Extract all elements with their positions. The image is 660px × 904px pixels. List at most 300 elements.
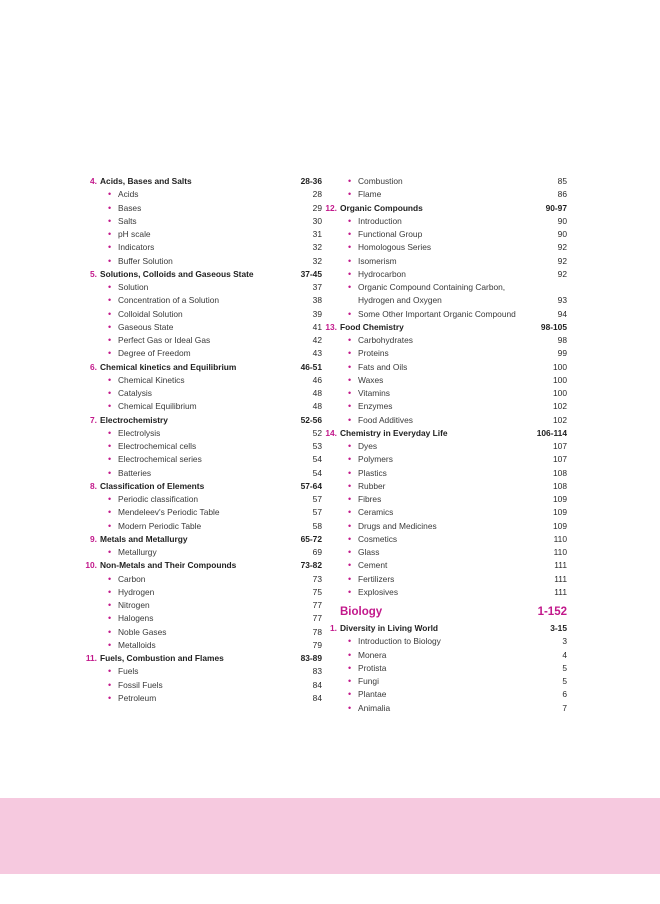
bullet-icon: • xyxy=(348,649,352,660)
toc-topic xyxy=(340,215,567,228)
toc-topic xyxy=(100,387,322,400)
topic-page: 37 xyxy=(312,282,322,292)
toc-topic xyxy=(100,520,322,533)
toc-topic xyxy=(340,414,567,427)
topic-title: Protista xyxy=(358,662,387,673)
bullet-icon: • xyxy=(348,547,352,557)
topic-title: Mendeleev's Periodic Table xyxy=(118,507,220,518)
bullet-icon: • xyxy=(348,176,352,186)
chapter-pages: 52-56 xyxy=(300,414,322,425)
topic-title: Colloidal Solution xyxy=(118,308,183,319)
topic-title: Polymers xyxy=(358,454,393,465)
toc-topic-continuation xyxy=(340,294,567,307)
topic-page: 84 xyxy=(312,679,322,690)
topic-page: 78 xyxy=(312,626,322,637)
topic-page: 111 xyxy=(554,573,567,584)
toc-topic xyxy=(100,586,322,599)
toc-topic xyxy=(100,546,322,559)
topic-page: 100 xyxy=(553,374,567,385)
toc-topic xyxy=(340,467,567,480)
toc-topic xyxy=(100,639,322,652)
bullet-icon: • xyxy=(348,308,352,319)
topic-page: 98 xyxy=(557,335,567,345)
bullet-icon: • xyxy=(108,454,112,465)
topic-title: Animalia xyxy=(358,702,391,713)
topic-title: Bases xyxy=(118,202,142,213)
bullet-icon: • xyxy=(348,662,352,673)
topic-page: 79 xyxy=(312,639,322,650)
bullet-icon: • xyxy=(348,480,352,491)
toc-topic xyxy=(100,308,322,321)
topic-title: Ceramics xyxy=(358,507,394,518)
chapter-number: 13. xyxy=(325,321,337,332)
topic-title: Plantae xyxy=(358,689,387,700)
topic-page: 39 xyxy=(312,308,322,319)
bullet-icon: • xyxy=(108,573,112,584)
toc-topic xyxy=(340,228,567,241)
topic-page: 43 xyxy=(312,348,322,359)
topic-title: Vitamins xyxy=(358,388,390,398)
chapter-pages: 28-36 xyxy=(300,176,322,186)
topic-page: 31 xyxy=(312,229,322,239)
toc-section-heading xyxy=(340,603,567,622)
chapter-pages: 57-64 xyxy=(300,480,322,491)
bullet-icon: • xyxy=(348,268,352,279)
toc-topic xyxy=(100,374,322,387)
topic-page: 90 xyxy=(557,229,567,239)
topic-page: 48 xyxy=(312,401,322,412)
bullet-icon: • xyxy=(348,374,352,385)
topic-title: Fossil Fuels xyxy=(118,679,163,690)
toc-topic xyxy=(340,533,567,546)
topic-title: Hydrogen xyxy=(118,586,155,597)
chapter-title: Acids, Bases and Salts xyxy=(100,176,192,186)
chapter-pages: 65-72 xyxy=(300,533,322,544)
topic-title: Batteries xyxy=(118,467,152,478)
toc-chapter xyxy=(90,414,322,427)
bullet-icon: • xyxy=(108,388,112,398)
toc-chapter xyxy=(90,268,322,281)
toc-chapter xyxy=(325,427,567,440)
bullet-icon: • xyxy=(108,613,112,624)
topic-page: 41 xyxy=(312,321,322,332)
bullet-icon: • xyxy=(108,586,112,597)
topic-page: 5 xyxy=(562,676,567,686)
toc-chapter xyxy=(85,559,322,572)
topic-title: Explosives xyxy=(358,586,399,597)
topic-page: 100 xyxy=(553,361,567,372)
toc-chapter xyxy=(330,622,567,635)
bullet-icon: • xyxy=(108,547,112,557)
topic-page: 32 xyxy=(312,255,322,266)
topic-page: 109 xyxy=(553,520,567,531)
topic-title: Cosmetics xyxy=(358,533,398,544)
bullet-icon: • xyxy=(348,467,352,478)
chapter-pages: 3-15 xyxy=(550,623,567,633)
topic-page: 57 xyxy=(312,507,322,518)
bullet-icon: • xyxy=(348,689,352,700)
bullet-icon: • xyxy=(108,242,112,253)
toc-chapter xyxy=(90,533,322,546)
topic-page: 109 xyxy=(553,507,567,518)
toc-topic xyxy=(340,586,567,599)
bullet-icon: • xyxy=(348,507,352,518)
topic-page: 69 xyxy=(312,547,322,557)
bullet-icon: • xyxy=(108,308,112,319)
chapter-number: 14. xyxy=(325,427,337,438)
topic-title: Buffer Solution xyxy=(118,255,173,266)
topic-title: Dyes xyxy=(358,441,378,451)
toc-topic xyxy=(100,626,322,639)
toc-topic xyxy=(340,308,567,321)
toc-topic xyxy=(100,281,322,294)
bullet-icon: • xyxy=(348,586,352,597)
topic-page: 92 xyxy=(557,268,567,279)
bullet-icon: • xyxy=(108,202,112,213)
topic-page: 32 xyxy=(312,242,322,253)
toc-topic xyxy=(100,215,322,228)
topic-page: 29 xyxy=(312,202,322,213)
topic-title: Rubber xyxy=(358,480,386,491)
toc-topic xyxy=(340,188,567,201)
topic-title: Salts xyxy=(118,215,137,226)
topic-title: Noble Gases xyxy=(118,626,167,637)
toc-topic xyxy=(340,649,567,662)
topic-page: 110 xyxy=(553,547,567,557)
toc-topic xyxy=(340,688,567,701)
topic-title: Food Additives xyxy=(358,414,413,425)
topic-title: Halogens xyxy=(118,613,154,624)
section-pages: 1-152 xyxy=(537,606,567,618)
topic-page: 108 xyxy=(553,467,567,478)
topic-title: Combustion xyxy=(358,176,403,186)
chapter-number: 11. xyxy=(85,653,97,663)
chapter-title: Diversity in Living World xyxy=(340,623,439,633)
chapter-pages: 106-114 xyxy=(536,427,567,438)
toc-topic xyxy=(100,440,322,453)
toc-topic xyxy=(340,361,567,374)
topic-title: Metallurgy xyxy=(118,547,157,557)
topic-page: 107 xyxy=(553,454,567,465)
toc-topic xyxy=(340,241,567,254)
chapter-title: Chemical kinetics and Equilibrium xyxy=(100,361,237,372)
bullet-icon: • xyxy=(348,636,352,647)
topic-page: 90 xyxy=(557,215,567,226)
topic-title: pH scale xyxy=(118,229,151,239)
topic-page: 3 xyxy=(562,636,567,647)
bullet-icon: • xyxy=(108,666,112,677)
topic-title: Organic Compound Containing Carbon, xyxy=(358,282,506,292)
toc-topic xyxy=(100,679,322,692)
chapter-number: 4. xyxy=(90,176,97,186)
bullet-icon: • xyxy=(108,692,112,703)
topic-page: 84 xyxy=(312,692,322,703)
toc-topic xyxy=(340,255,567,268)
bullet-icon: • xyxy=(108,321,112,332)
topic-page: 58 xyxy=(312,520,322,531)
bullet-icon: • xyxy=(348,229,352,239)
bullet-icon: • xyxy=(108,679,112,690)
toc-topic xyxy=(100,506,322,519)
toc-chapter xyxy=(325,202,567,215)
toc-topic xyxy=(100,400,322,413)
topic-page: 5 xyxy=(562,662,567,673)
topic-title: Degree of Freedom xyxy=(118,348,191,359)
toc-chapter xyxy=(85,652,322,665)
topic-page: 52 xyxy=(312,427,322,438)
topic-page: 46 xyxy=(312,374,322,385)
topic-page: 53 xyxy=(312,441,322,451)
topic-title: Concentration of a Solution xyxy=(118,295,220,306)
toc-topic xyxy=(100,347,322,360)
topic-title: Periodic classification xyxy=(118,494,199,504)
topic-title: Some Other Important Organic Compound xyxy=(358,308,516,319)
bullet-icon: • xyxy=(108,282,112,292)
chapter-number: 9. xyxy=(90,533,97,544)
topic-title: Catalysis xyxy=(118,388,152,398)
bullet-icon: • xyxy=(348,189,352,200)
topic-title: Solution xyxy=(118,282,149,292)
toc-topic xyxy=(340,400,567,413)
bullet-icon: • xyxy=(108,255,112,266)
bullet-icon: • xyxy=(108,441,112,451)
toc-right-column xyxy=(325,175,567,715)
topic-page: 110 xyxy=(553,533,567,544)
topic-page: 83 xyxy=(312,666,322,677)
toc-topic xyxy=(340,281,567,294)
topic-title: Hydrogen and Oxygen xyxy=(358,295,442,306)
topic-page: 77 xyxy=(312,600,322,610)
topic-title: Isomerism xyxy=(358,255,397,266)
bullet-icon: • xyxy=(108,494,112,504)
bullet-icon: • xyxy=(348,282,352,292)
bullet-icon: • xyxy=(348,494,352,504)
section-title: Biology xyxy=(340,606,383,618)
topic-page: 92 xyxy=(557,242,567,253)
chapter-title: Food Chemistry xyxy=(340,321,404,332)
topic-title: Metalloids xyxy=(118,639,156,650)
chapter-pages: 37-45 xyxy=(300,268,322,279)
bullet-icon: • xyxy=(348,533,352,544)
toc-topic xyxy=(100,612,322,625)
toc-topic xyxy=(100,453,322,466)
topic-page: 73 xyxy=(312,573,322,584)
chapter-title: Chemistry in Everyday Life xyxy=(340,427,448,438)
topic-title: Introduction xyxy=(358,215,402,226)
topic-title: Homologous Series xyxy=(358,242,432,253)
toc-topic xyxy=(100,294,322,307)
topic-title: Gaseous State xyxy=(118,321,174,332)
toc-topic xyxy=(100,467,322,480)
topic-title: Waxes xyxy=(358,374,384,385)
topic-page: 93 xyxy=(557,295,567,306)
topic-title: Cement xyxy=(358,560,388,571)
topic-page: 77 xyxy=(312,613,322,624)
topic-title: Fibres xyxy=(358,494,382,504)
topic-page: 57 xyxy=(312,494,322,504)
bullet-icon: • xyxy=(108,229,112,239)
bullet-icon: • xyxy=(108,507,112,518)
toc-topic xyxy=(340,387,567,400)
topic-title: Flame xyxy=(358,189,382,200)
bullet-icon: • xyxy=(348,454,352,465)
toc-chapter xyxy=(325,321,567,334)
toc-topic xyxy=(100,665,322,678)
topic-page: 54 xyxy=(312,454,322,465)
bullet-icon: • xyxy=(108,467,112,478)
toc-topic xyxy=(340,440,567,453)
toc-topic xyxy=(100,334,322,347)
topic-title: Fuels xyxy=(118,666,139,677)
bullet-icon: • xyxy=(348,441,352,451)
toc-topic xyxy=(100,241,322,254)
toc-chapter xyxy=(90,480,322,493)
toc-topic xyxy=(340,520,567,533)
toc-topic xyxy=(100,228,322,241)
topic-title: Modern Periodic Table xyxy=(118,520,202,531)
topic-page: 75 xyxy=(312,586,322,597)
toc-topic xyxy=(340,702,567,715)
topic-title: Monera xyxy=(358,649,387,660)
topic-page: 107 xyxy=(553,441,567,451)
toc-left-column xyxy=(85,175,322,705)
topic-title: Hydrocarbon xyxy=(358,268,406,279)
toc-topic xyxy=(340,662,567,675)
bullet-icon: • xyxy=(108,427,112,438)
bullet-icon: • xyxy=(348,676,352,686)
topic-page: 111 xyxy=(554,560,567,571)
topic-title: Petroleum xyxy=(118,692,157,703)
chapter-number: 10. xyxy=(85,560,97,571)
bullet-icon: • xyxy=(348,361,352,372)
chapter-number: 7. xyxy=(90,414,97,425)
chapter-pages: 83-89 xyxy=(300,653,322,663)
topic-title: Fungi xyxy=(358,676,379,686)
bullet-icon: • xyxy=(108,520,112,531)
toc-chapter xyxy=(90,361,322,374)
topic-title: Glass xyxy=(358,547,380,557)
toc-topic xyxy=(340,480,567,493)
topic-page: 30 xyxy=(312,215,322,226)
topic-page: 94 xyxy=(557,308,567,319)
topic-page: 42 xyxy=(312,335,322,345)
topic-title: Fertilizers xyxy=(358,573,395,584)
chapter-title: Classification of Elements xyxy=(100,480,205,491)
bullet-icon: • xyxy=(348,215,352,226)
topic-title: Functional Group xyxy=(358,229,423,239)
chapter-title: Non-Metals and Their Compounds xyxy=(100,560,237,571)
bullet-icon: • xyxy=(108,348,112,359)
bullet-icon: • xyxy=(108,335,112,345)
chapter-number: 5. xyxy=(90,268,97,279)
topic-title: Proteins xyxy=(358,348,389,359)
toc-topic xyxy=(340,546,567,559)
bullet-icon: • xyxy=(348,520,352,531)
chapter-title: Electrochemistry xyxy=(100,414,168,425)
toc-topic xyxy=(340,635,567,648)
topic-title: Enzymes xyxy=(358,401,393,412)
bullet-icon: • xyxy=(348,335,352,345)
bullet-icon: • xyxy=(348,348,352,359)
chapter-title: Fuels, Combustion and Flames xyxy=(100,653,224,663)
toc-topic xyxy=(100,202,322,215)
bullet-icon: • xyxy=(108,600,112,610)
toc-topic xyxy=(340,334,567,347)
bullet-icon: • xyxy=(348,573,352,584)
toc-topic xyxy=(100,188,322,201)
topic-page: 4 xyxy=(562,649,567,660)
topic-title: Electrochemical series xyxy=(118,454,202,465)
toc-topic xyxy=(100,255,322,268)
topic-title: Chemical Equilibrium xyxy=(118,401,197,412)
bullet-icon: • xyxy=(348,388,352,398)
bullet-icon: • xyxy=(348,401,352,412)
bullet-icon: • xyxy=(348,702,352,713)
topic-title: Chemical Kinetics xyxy=(118,374,185,385)
topic-page: 92 xyxy=(557,255,567,266)
toc-topic xyxy=(340,453,567,466)
bullet-icon: • xyxy=(108,215,112,226)
toc-topic xyxy=(340,347,567,360)
chapter-pages: 98-105 xyxy=(540,321,567,332)
topic-page: 6 xyxy=(562,689,567,700)
topic-page: 86 xyxy=(557,189,567,200)
topic-title: Indicators xyxy=(118,242,155,253)
bullet-icon: • xyxy=(108,295,112,306)
footer-band xyxy=(0,798,660,874)
topic-title: Carbohydrates xyxy=(358,335,413,345)
toc-chapter xyxy=(90,175,322,188)
topic-title: Fats and Oils xyxy=(358,361,408,372)
topic-page: 54 xyxy=(312,467,322,478)
chapter-pages: 46-51 xyxy=(300,361,322,372)
topic-page: 85 xyxy=(557,176,567,186)
topic-page: 102 xyxy=(553,414,567,425)
topic-title: Drugs and Medicines xyxy=(358,520,437,531)
chapter-pages: 90-97 xyxy=(545,202,567,213)
toc-topic xyxy=(340,493,567,506)
toc-topic xyxy=(340,374,567,387)
chapter-title: Metals and Metallurgy xyxy=(100,533,188,544)
chapter-number: 1. xyxy=(330,623,337,633)
bullet-icon: • xyxy=(348,414,352,425)
topic-page: 38 xyxy=(312,295,322,306)
chapter-title: Organic Compounds xyxy=(340,202,423,213)
toc-topic xyxy=(100,427,322,440)
toc-topic xyxy=(100,692,322,705)
bullet-icon: • xyxy=(108,401,112,412)
chapter-number: 8. xyxy=(90,480,97,491)
topic-title: Perfect Gas or Ideal Gas xyxy=(118,335,211,345)
toc-topic xyxy=(100,493,322,506)
toc-topic xyxy=(340,175,567,188)
bullet-icon: • xyxy=(348,560,352,571)
topic-title: Nitrogen xyxy=(118,600,150,610)
chapter-pages: 73-82 xyxy=(300,560,322,571)
bullet-icon: • xyxy=(348,242,352,253)
topic-page: 48 xyxy=(312,388,322,398)
topic-title: Acids xyxy=(118,189,139,200)
topic-title: Electrochemical cells xyxy=(118,441,197,451)
topic-page: 7 xyxy=(562,702,567,713)
bullet-icon: • xyxy=(108,639,112,650)
toc-topic xyxy=(340,573,567,586)
topic-page: 28 xyxy=(312,189,322,200)
toc-topic xyxy=(100,573,322,586)
chapter-number: 12. xyxy=(325,202,337,213)
bullet-icon: • xyxy=(348,255,352,266)
topic-page: 100 xyxy=(553,388,567,398)
